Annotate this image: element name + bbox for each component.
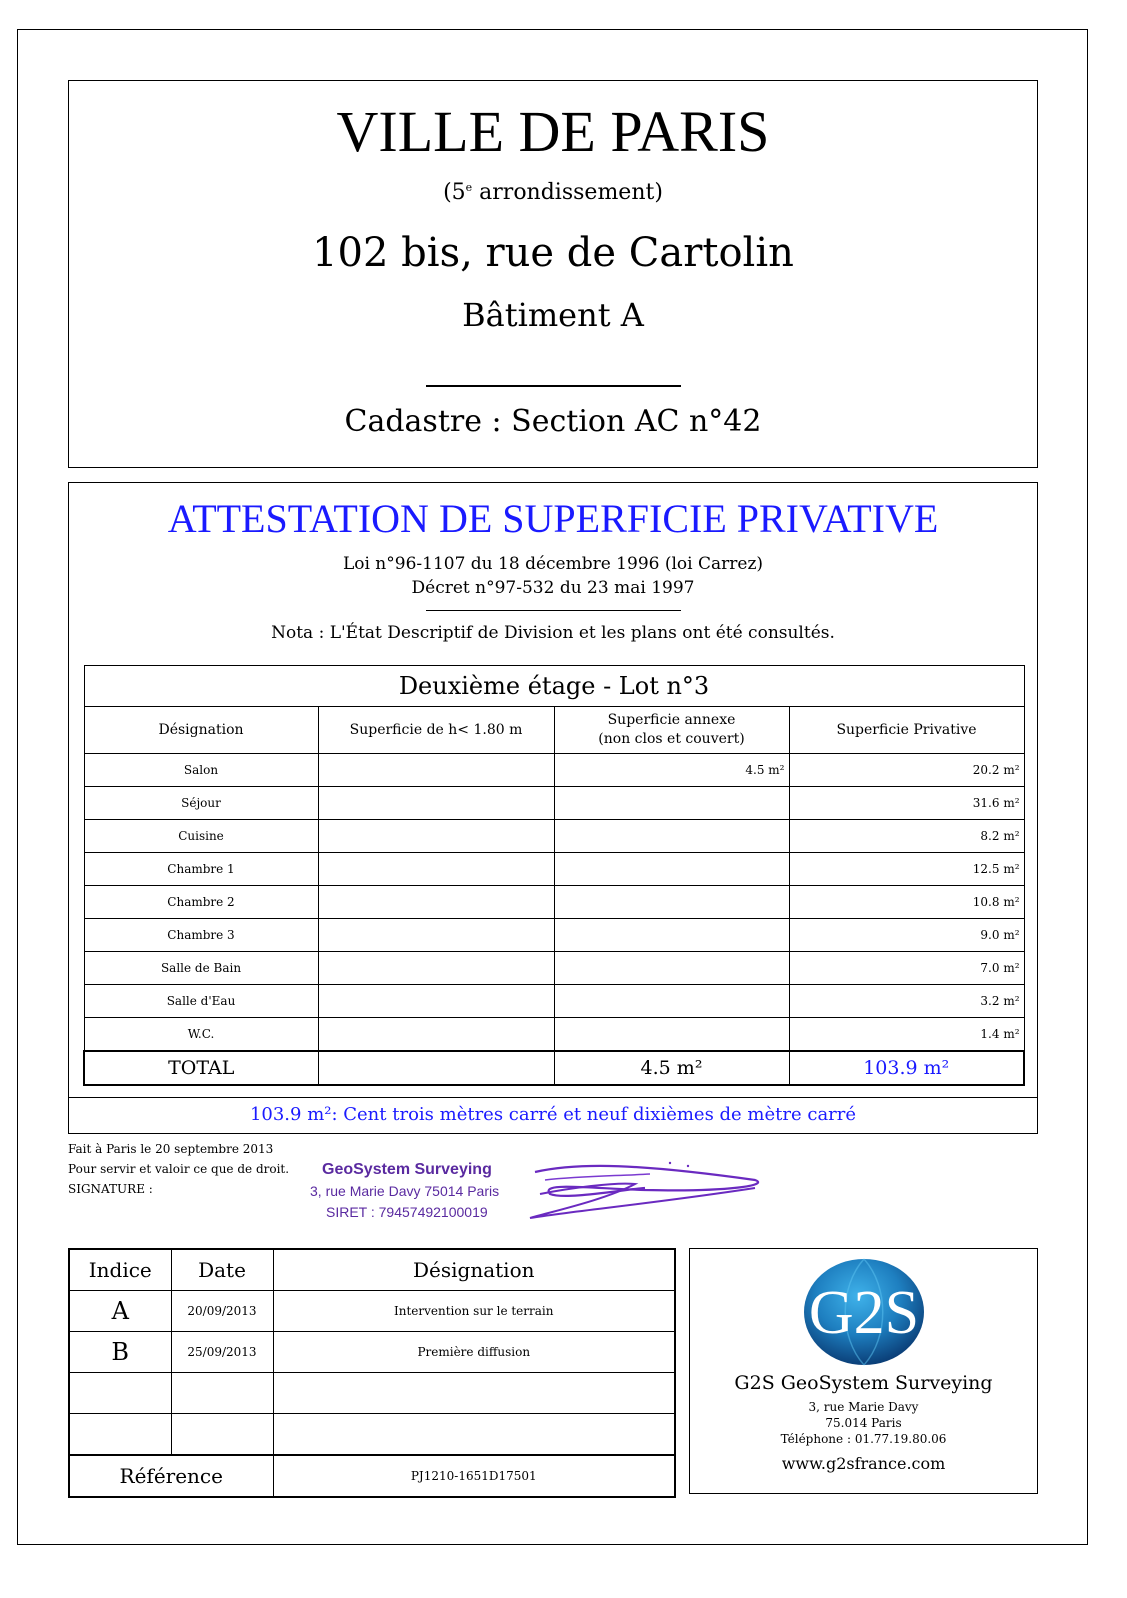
revision-designation: Première diffusion xyxy=(273,1332,675,1373)
privative-value: 12.5 m² xyxy=(789,853,1024,886)
table-row xyxy=(84,952,1024,985)
revision-designation: Intervention sur le terrain xyxy=(273,1291,675,1332)
stamp-siret: SIRET : 79457492100019 xyxy=(326,1204,488,1220)
divider xyxy=(426,610,681,611)
reference-row xyxy=(69,1455,675,1497)
col-header-low-height: Superficie de h< 1.80 m xyxy=(318,707,554,754)
privative-value: 9.0 m² xyxy=(789,919,1024,952)
rev-header-date: Date xyxy=(171,1249,273,1291)
privative-value: 20.2 m² xyxy=(789,754,1024,787)
table-caption: Deuxième étage - Lot n°3 xyxy=(84,666,1024,707)
low-height-value xyxy=(318,1018,554,1052)
cadastre: Cadastre : Section AC n°42 xyxy=(344,404,762,439)
annexe-header-line2: (non clos et couvert) xyxy=(598,731,745,747)
col-header-annexe xyxy=(554,707,789,754)
city-title: VILLE DE PARIS xyxy=(336,99,770,164)
revision-row xyxy=(69,1373,675,1414)
company-stamp xyxy=(300,1160,770,1230)
divider xyxy=(69,1097,1037,1098)
annexe-value xyxy=(554,820,789,853)
low-height-value xyxy=(318,919,554,952)
room-name: Chambre 3 xyxy=(84,919,318,952)
total-privative: 103.9 m² xyxy=(789,1051,1024,1085)
revision-date: 25/09/2013 xyxy=(171,1332,273,1373)
arrondissement-superscript: e xyxy=(465,181,473,194)
revision-index: A xyxy=(69,1291,171,1332)
decree-reference: Décret n°97-532 du 23 mai 1997 xyxy=(411,578,695,598)
attestation-title: ATTESTATION DE SUPERFICIE PRIVATIVE xyxy=(167,496,939,541)
total-row xyxy=(84,1051,1024,1085)
total-low-height xyxy=(318,1051,554,1085)
low-height-value xyxy=(318,952,554,985)
col-header-privative: Superficie Privative xyxy=(789,707,1024,754)
revision-index xyxy=(69,1414,171,1456)
surface-table xyxy=(83,665,1025,1086)
table-row xyxy=(84,985,1024,1018)
room-name: Cuisine xyxy=(84,820,318,853)
low-height-value xyxy=(318,754,554,787)
annexe-value: 4.5 m² xyxy=(554,754,789,787)
col-header-designation: Désignation xyxy=(84,707,318,754)
table-row xyxy=(84,919,1024,952)
room-name: Chambre 1 xyxy=(84,853,318,886)
low-height-value xyxy=(318,985,554,1018)
divider xyxy=(426,385,681,387)
g2s-logo xyxy=(799,1257,929,1367)
revision-row xyxy=(69,1414,675,1456)
annexe-value xyxy=(554,787,789,820)
privative-value: 8.2 m² xyxy=(789,820,1024,853)
revision-index: B xyxy=(69,1332,171,1373)
arrondissement xyxy=(69,179,1037,207)
revision-row xyxy=(69,1291,675,1332)
annexe-value xyxy=(554,952,789,985)
privative-value: 7.0 m² xyxy=(789,952,1024,985)
annexe-header-line1: Superficie annexe xyxy=(607,712,736,728)
attestation-box xyxy=(68,482,1038,1134)
company-city: 75.014 Paris xyxy=(825,1416,902,1430)
annexe-value xyxy=(554,1018,789,1052)
room-name: W.C. xyxy=(84,1018,318,1052)
signature-label: SIGNATURE : xyxy=(68,1182,153,1196)
annexe-value xyxy=(554,985,789,1018)
revision-designation xyxy=(273,1373,675,1414)
company-street: 3, rue Marie Davy xyxy=(808,1400,919,1414)
privative-value: 31.6 m² xyxy=(789,787,1024,820)
annexe-value xyxy=(554,919,789,952)
room-name: Chambre 2 xyxy=(84,886,318,919)
header-box xyxy=(68,80,1038,468)
total-annexe: 4.5 m² xyxy=(554,1051,789,1085)
table-row xyxy=(84,1018,1024,1052)
arrondissement-label: arrondissement) xyxy=(472,180,663,205)
revision-date: 20/09/2013 xyxy=(171,1291,273,1332)
revision-designation xyxy=(273,1414,675,1456)
stamp-address: 3, rue Marie Davy 75014 Paris xyxy=(310,1183,500,1199)
place-date: Fait à Paris le 20 septembre 2013 xyxy=(68,1142,274,1156)
address: 102 bis, rue de Cartolin xyxy=(312,230,794,276)
revision-table xyxy=(68,1248,676,1498)
company-phone: Téléphone : 01.77.19.80.06 xyxy=(780,1432,947,1446)
rev-header-designation: Désignation xyxy=(273,1249,675,1291)
logo-text: G2S xyxy=(808,1279,920,1347)
low-height-value xyxy=(318,886,554,919)
revision-index xyxy=(69,1373,171,1414)
rev-header-index: Indice xyxy=(69,1249,171,1291)
nota: Nota : L'État Descriptif de Division et les plans ont été consultés. xyxy=(271,623,835,643)
table-row xyxy=(84,754,1024,787)
table-row xyxy=(84,787,1024,820)
low-height-value xyxy=(318,820,554,853)
company-name: G2S GeoSystem Surveying xyxy=(734,1372,993,1394)
legal-formula: Pour servir et valoir ce que de droit. xyxy=(68,1162,290,1176)
room-name: Salle de Bain xyxy=(84,952,318,985)
reference-label: Référence xyxy=(69,1455,273,1497)
annexe-value xyxy=(554,886,789,919)
privative-value: 3.2 m² xyxy=(789,985,1024,1018)
privative-value: 1.4 m² xyxy=(789,1018,1024,1052)
low-height-value xyxy=(318,853,554,886)
table-row xyxy=(84,853,1024,886)
reference-value: PJ1210-1651D17501 xyxy=(273,1455,675,1497)
table-row xyxy=(84,820,1024,853)
table-row xyxy=(84,886,1024,919)
law-reference: Loi n°96-1107 du 18 décembre 1996 (loi Carrez) xyxy=(342,554,764,574)
company-box xyxy=(689,1248,1038,1494)
arrondissement-number: (5 xyxy=(443,180,466,205)
stamp-company: GeoSystem Surveying xyxy=(322,1161,492,1178)
revision-date xyxy=(171,1373,273,1414)
room-name: Salle d'Eau xyxy=(84,985,318,1018)
room-name: Salon xyxy=(84,754,318,787)
total-label: TOTAL xyxy=(84,1051,318,1085)
total-in-words: 103.9 m²: Cent trois mètres carré et neuf dixièmes de mètre carré xyxy=(249,1104,857,1125)
annexe-value xyxy=(554,853,789,886)
low-height-value xyxy=(318,787,554,820)
revision-date xyxy=(171,1414,273,1456)
building: Bâtiment A xyxy=(462,296,644,334)
privative-value: 10.8 m² xyxy=(789,886,1024,919)
room-name: Séjour xyxy=(84,787,318,820)
revision-row xyxy=(69,1332,675,1373)
company-website[interactable]: www.g2sfrance.com xyxy=(781,1454,946,1473)
